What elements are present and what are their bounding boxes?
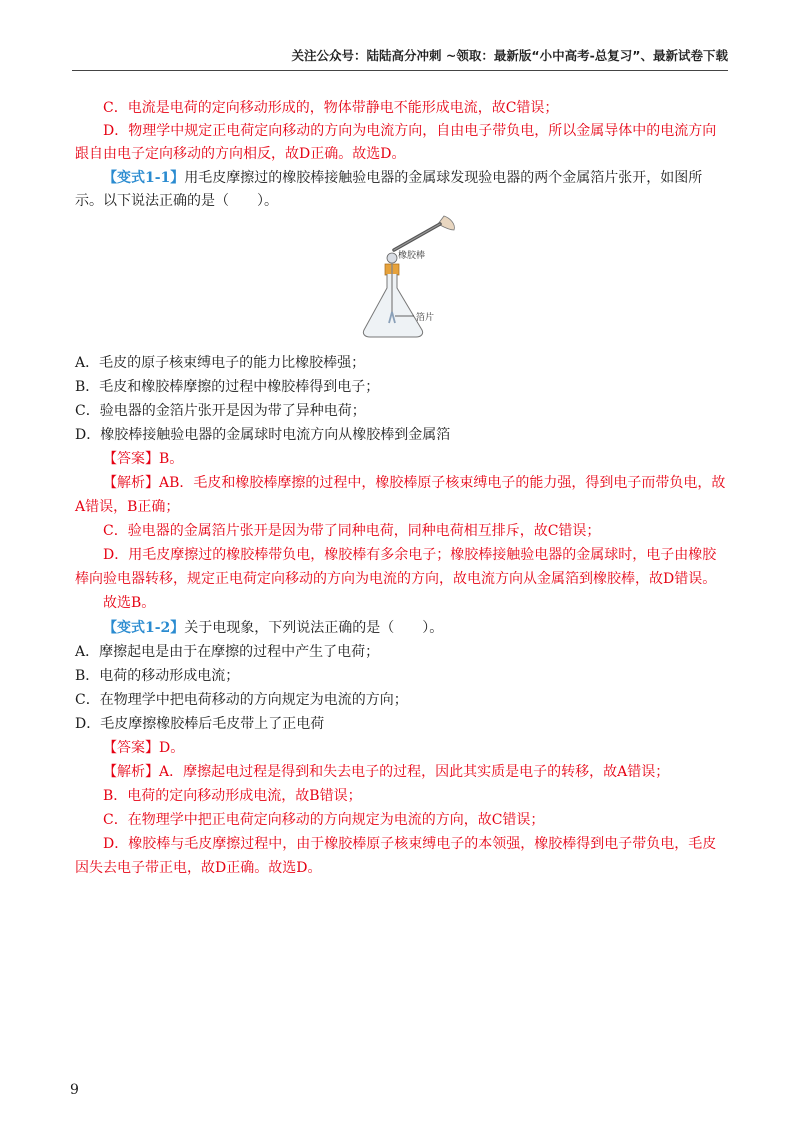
- header-divider: [72, 70, 728, 71]
- q1-analysis-ab-line2: A错误，B正确；: [75, 499, 180, 515]
- electroscope-figure: [358, 212, 458, 344]
- q1-analysis-d-line2: 棒向验电器转移，规定正电荷定向移动的方向为电流的方向，故电流方向从金属箔到橡胶棒，故D错误。: [75, 571, 717, 587]
- q1-answer: 【答案】B。: [103, 451, 184, 467]
- q1-analysis-c: C．验电器的金属箔片张开是因为带了同种电荷，同种电荷相互排斥，故C错误；: [103, 523, 601, 539]
- q1-analysis-d-line1: D．用毛皮摩擦过的橡胶棒带负电，橡胶棒有多余电子；橡胶棒接触验电器的金属球时，电子由橡胶: [103, 547, 717, 563]
- q1-option-c: C．验电器的金箔片张开是因为带了异种电荷；: [75, 403, 366, 419]
- q1-tag: 【变式1-1】: [103, 170, 185, 186]
- prev-analysis-c: C．电流是电荷的定向移动形成的，物体带静电不能形成电流，故C错误；: [103, 100, 559, 116]
- rod-label: 橡胶棒: [398, 251, 426, 261]
- q2-stem-text: 关于电现象，下列说法正确的是（ ）。: [184, 620, 444, 636]
- page-number: 9: [70, 1082, 79, 1098]
- page-header: 关注公众号：陆陆高分冲刺 ~领取：最新版“小中高考-总复习”、最新试卷下载: [291, 48, 728, 63]
- q2-stem: [103, 618, 763, 638]
- q2-option-b: B．电荷的移动形成电流；: [75, 668, 240, 684]
- q2-answer: 【答案】D。: [103, 740, 185, 756]
- q2-analysis-label: 【解析】: [103, 764, 159, 780]
- q1-stem-text: 用毛皮摩擦过的橡胶棒接触验电器的金属球发现验电器的两个金属箔片张开，如图所: [184, 170, 703, 186]
- prev-analysis-d-line1: D．物理学中规定正电荷定向移动的方向为电流方向，自由电子带负电，所以金属导体中的电流方向: [103, 123, 717, 139]
- electroscope-illustration: [363, 253, 422, 337]
- prev-analysis-d-line2: 跟自由电子定向移动的方向相反，故D正确。故选D。: [75, 146, 406, 162]
- q1-conclusion: 故选B。: [103, 595, 156, 611]
- rubber-rod-illustration: [394, 216, 454, 250]
- q2-analysis-d-line2: 因失去电子带正电，故D正确。故选D。: [75, 860, 322, 876]
- q1-stem-line2: 示。以下说法正确的是（ ）。: [75, 193, 278, 209]
- q2-option-d: D．毛皮摩擦橡胶棒后毛皮带上了正电荷: [75, 716, 325, 732]
- q1-option-b: B．毛皮和橡胶棒摩擦的过程中橡胶棒得到电子；: [75, 379, 380, 395]
- q2-option-c: C．在物理学中把电荷移动的方向规定为电流的方向；: [75, 692, 408, 708]
- q1-option-a: A．毛皮的原子核束缚电子的能力比橡胶棒强；: [75, 355, 366, 371]
- q2-analysis-d-line1: D．橡胶棒与毛皮摩擦过程中，由于橡胶棒原子核束缚电子的本领强，橡胶棒得到电子带负电，毛皮: [103, 836, 717, 852]
- q2-analysis-a-text: A．摩擦起电过程是得到和失去电子的过程，因此其实质是电子的转移，故A错误；: [159, 764, 670, 780]
- q2-tag: 【变式1-2】: [103, 620, 185, 636]
- q2-analysis-b: B．电荷的定向移动形成电流，故B错误；: [103, 788, 362, 804]
- q2-analysis-a: [103, 762, 763, 782]
- foil-label: 箔片: [416, 313, 435, 323]
- q2-option-a: A．摩擦起电是由于在摩擦的过程中产生了电荷；: [75, 644, 380, 660]
- q2-analysis-c: C．在物理学中把正电荷定向移动的方向规定为电流的方向，故C错误；: [103, 812, 545, 828]
- q1-option-d: D．橡胶棒接触验电器的金属球时电流方向从橡胶棒到金属箔: [75, 427, 451, 443]
- q1-stem-line1: [103, 168, 763, 188]
- q1-analysis-ab-line1: 【解析】AB．毛皮和橡胶棒摩擦的过程中，橡胶棒原子核束缚电子的能力强，得到电子而带负电，故: [103, 475, 726, 491]
